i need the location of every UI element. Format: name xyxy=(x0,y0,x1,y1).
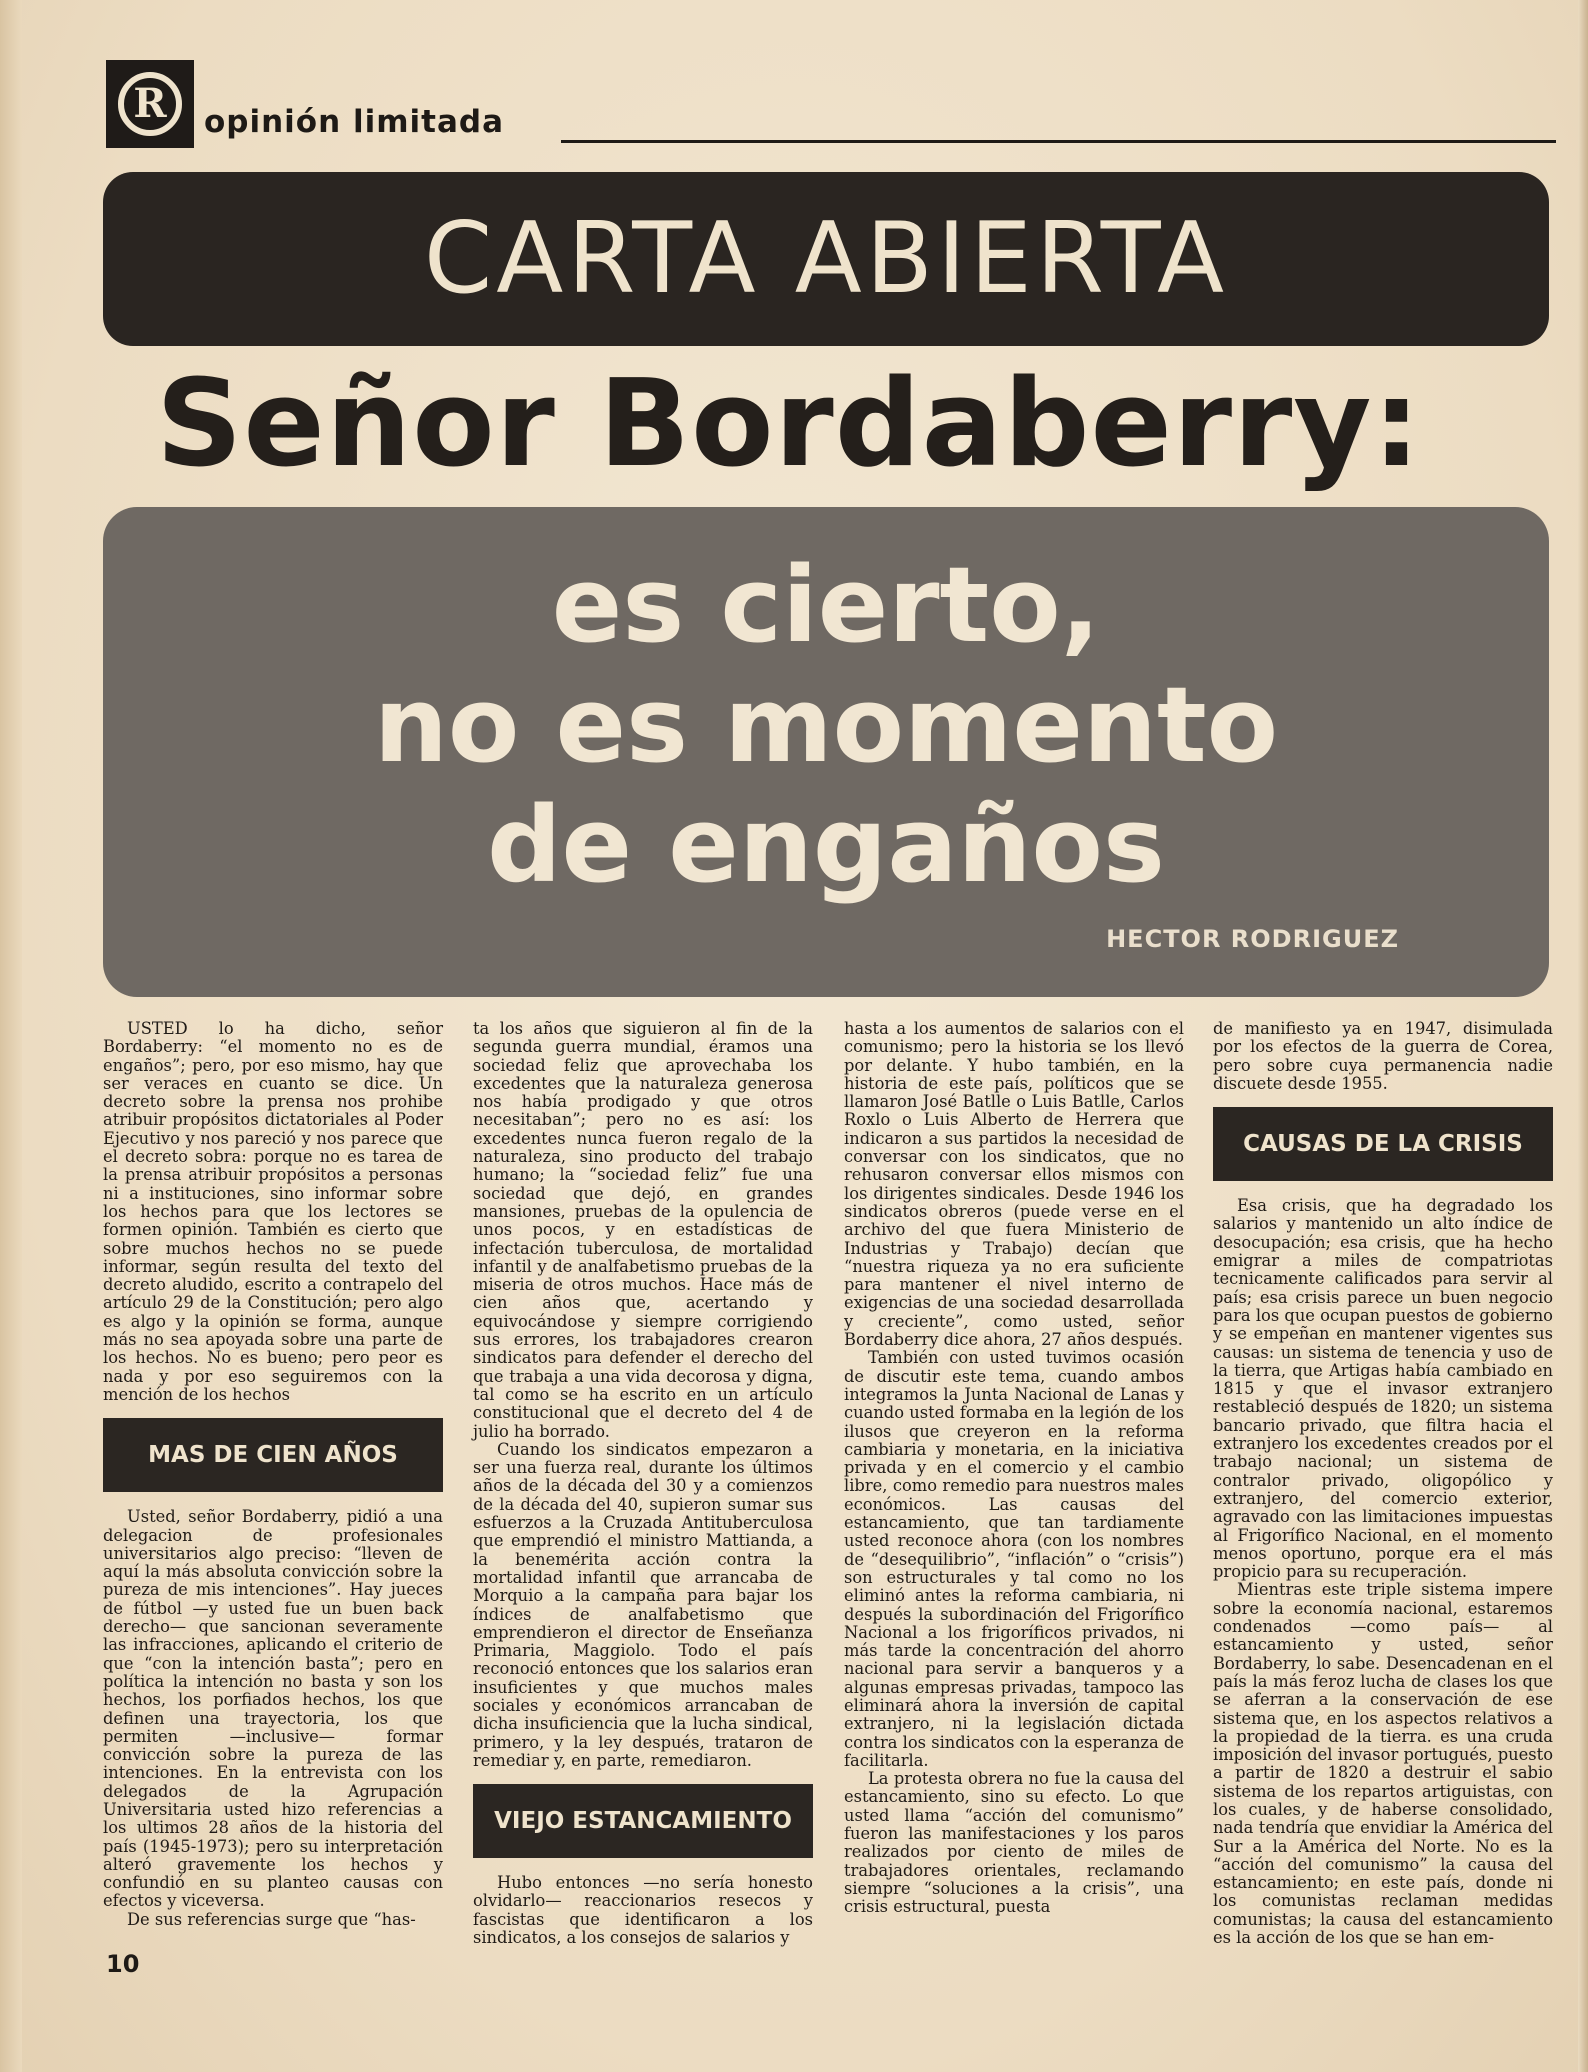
paragraph: hasta a los aumentos de salarios con el comunismo; pero la historia se los llevó por delante. Y hubo también, en la historia de este país, políticos que se llamaron José Batlle o Luis Batlle, Carlos Roxlo o Luis Alberto de Herrera que indicaron a sus partidos la necesidad de conversar con los sindicatos, que no rehusaron conversar ellos mismos con los dirigentes sindicales. Desde 1946 los sindicatos obreros (puede verse en el archivo del que fuera Ministerio de Industrias y Trabajo) decían que “nuestra riqueza ya no era suficiente para mantener el nivel interno de exigencias de una sociedad desarrollada y creciente”, como usted, señor Bordaberry dice ahora, 27 años después. xyxy=(844,1019,1184,1350)
paragraph: También con usted tuvimos ocasión de discutir este tema, cuando ambos integramos la Junta Nacional de Lanas y cuando usted formaba en la legión de los ilusos que creyeron en la reforma cambiaria y monetaria, en la iniciativa privada y en el comercio y el cambio libre, como remedio para nuestros males económicos. Las causas del estancamiento, que tan tardiamente usted reconoce ahora (con los nombres de “desequilibrio”, “inflación” o “crisis”) son estructurales y tal como no los eliminó antes la reforma cambiaria, ni después la subordinación del Frigorífico Nacional a los frigoríficos privados, ni más tarde la concentración del ahorro nacional para servir a banqueros y a algunas empresas privadas, tampoco las eliminará ahora la inversión de capital extranjero, ni la legislación dictada contra los sindicatos con la esperanza de facilitarla. xyxy=(844,1348,1184,1770)
paragraph: De sus referencias surge que “has- xyxy=(127,1909,416,1929)
title-banner xyxy=(103,172,1549,346)
paragraph: Esa crisis, que ha degradado los salarios y mantenido un alto índice de desocupación; esa crisis, que ha hecho emigrar a miles de compatriotas tecnicamente calificados para servir al país; esa crisis parece un buen negocio para los que ocupan puestos de gobierno y se empeñan en mantener vigentes sus causas: un sistema de tenencia y uso de la tierra, que Artigas había cambiado en 1815 y que el invasor extranjero restableció después de 1820; un sistema bancario privado, que filtra hacia el extranjero los excedentes creados por el trabajo nacional; un sistema de contralor privado, oligopólico y extranjero, del comercio exterior, agravado con las limitaciones impuestas al Frigorífico Nacional, en el momento menos oportuno, porque era el más propicio para su recuperación. xyxy=(1213,1196,1553,1582)
paragraph: Hubo entonces —no sería honesto olvidarlo— reaccionarios resecos y fascistas que identificaron a los sindicatos, a los consejos de salarios y xyxy=(473,1873,813,1948)
column-3 xyxy=(844,1020,1184,1917)
logo-letter: R xyxy=(118,72,182,136)
paragraph: Mientras este triple sistema impere sobre la economía nacional, estaremos condenados —como país— al estancamiento y usted, señor Bordaberry, lo sabe. Desencadenan en el país la más feroz lucha de clases los que se aferran a la conservación de ese sistema que, en los aspectos relativos a la propiedad de la tierra. es una cruda imposición del invasor portugués, puesto a partir de 1820 a destruir el sabio sistema de los repartos artiguistas, con los cuales, y de haberse consolidado, nada tendría que envidiar la América del Sur a la América del Norte. No es la “acción del comunismo” la causa del estancamiento; en este país, donde ni los comunistas reclaman medidas comunistas; la causa del estancamiento es la acción de los que se han em- xyxy=(1213,1580,1553,1948)
subtitle-line-2: no es momento xyxy=(373,664,1279,786)
subtitle xyxy=(103,545,1549,905)
section-label: opinión limitada xyxy=(204,104,504,140)
subhead-viejo-estancamiento: VIEJO ESTANCAMIENTO xyxy=(473,1784,813,1858)
column-1 xyxy=(103,1020,443,1929)
column-4 xyxy=(1213,1020,1553,1947)
subtitle-line-3: de engaños xyxy=(487,784,1165,906)
publication-logo xyxy=(106,60,194,148)
page-right-edge xyxy=(1578,0,1588,2072)
paragraph: USTED lo ha dicho, señor Bordaberry: “el momento no es de engaños”; pero, por eso mismo, hay que ser veraces en cuanto se dice. Un decreto sobre la prensa nos prohibe atribuir propósitos dictatoriales al Poder Ejecutivo y nos pareció y nos parece que el decreto sobra: porque no es tarea de la prensa atribuir propósitos a personas ni a instituciones, sino informar sobre los hechos para que los lectores se formen opinión. También es cierto que sobre muchos hechos no se puede informar, según resulta del texto del decreto aludido, escrito a contrapelo del artículo 29 de la Constitución; pero algo es algo y la opinión se forma, aunque más no sea apoyada sobre una parte de los hechos. No es bueno; pero peor es nada y por eso seguiremos con la mención de los hechos xyxy=(103,1019,443,1404)
paragraph: de manifiesto ya en 1947, disimulada por los efectos de la guerra de Corea, pero sobre cuya permanencia nadie discuete desde 1955. xyxy=(1213,1019,1553,1093)
paragraph: Usted, señor Bordaberry, pidió a una delegacion de profesionales universitarios algo preciso: “lleven de aquí la más absoluta convicción sobre la pureza de mis intenciones”. Hay jueces de fútbol —y usted fue un buen back derecho— que sancionan severamente las infracciones, aplicando el criterio de que “con la intención basta”; pero en política la intención no basta y son los hechos, los porfiados hechos, los que definen una trayectoria, los que permiten —inclusive— formar convicción sobre la pureza de las intenciones. En la entrevista con los delegados de la Agrupación Universitaria usted hizo referencias a los ultimos 28 años de la historia del país (1945-1973); pero su interpretación alteró gravemente los hechos y confundió en su planteo causas con efectos y viceversa. xyxy=(103,1507,443,1911)
page-left-edge xyxy=(0,0,22,2072)
subhead-causas-de-la-crisis: CAUSAS DE LA CRISIS xyxy=(1213,1107,1553,1181)
paragraph: La protesta obrera no fue la causa del estancamiento, sino su efecto. Lo que usted llama “acción del comunismo” fueron las manifestaciones y los paros realizados por ciento de miles de trabajadores orientales, reclamando siempre “soluciones a la crisis”, una crisis estructural, puesta xyxy=(844,1769,1184,1917)
subtitle-banner xyxy=(103,507,1549,997)
section-header xyxy=(106,60,1556,150)
section-rule xyxy=(561,140,1556,143)
page-number: 10 xyxy=(106,1950,140,1978)
headline: Señor Bordaberry: xyxy=(156,355,1422,494)
banner-title: CARTA ABIERTA xyxy=(423,202,1229,316)
paragraph: Cuando los sindicatos empezaron a ser una fuerza real, durante los últimos años de la década del 30 y a comienzos de la década del 40, supieron sumar sus esfuerzos a la Cruzada Antituberculosa que emprendió el ministro Mattianda, a la benemérita acción contra la mortalidad infantil que arrancaba de Morquio a la campaña para bajar los índices de analfabetismo que emprendieron el director de Enseñanza Primaria, Maggiolo. Todo el país reconoció entonces que los salarios eran insuficientes y que muchos males sociales y económicos arrancaban de dicha insuficiencia que la lucha sindical, primero, y la ley después, trataron de remediar y, en parte, remediaron. xyxy=(473,1439,813,1770)
article-body xyxy=(103,1020,1553,2020)
author-byline: HECTOR RODRIGUEZ xyxy=(1106,925,1399,953)
column-2 xyxy=(473,1020,813,1947)
subhead-mas-de-cien: MAS DE CIEN AÑOS xyxy=(103,1418,443,1492)
subtitle-line-1: es cierto, xyxy=(551,544,1101,666)
paragraph: ta los años que siguieron al fin de la segunda guerra mundial, éramos una sociedad feliz que aprovechaba los excedentes que la naturaleza generosa nos había prodigado y que otros necesitaban”; pero no es así: los excedentes nunca fueron regalo de la naturaleza, sino producto del trabajo humano; la “sociedad feliz” fue una sociedad que dejó, en grandes mansiones, pruebas de la opulencia de unos pocos, y en estadísticas de infectación tuberculosa, de mortalidad infantil y de analfabetismo pruebas de la miseria de otros muchos. Hace más de cien años que, acertando y equivocándose y siempre corrigiendo sus errores, los trabajadores crearon sindicatos para defender el derecho del que trabaja a una vida decorosa y digna, tal como se ha escrito en un artículo constitucional que el decreto del 4 de julio ha borrado. xyxy=(473,1019,813,1441)
